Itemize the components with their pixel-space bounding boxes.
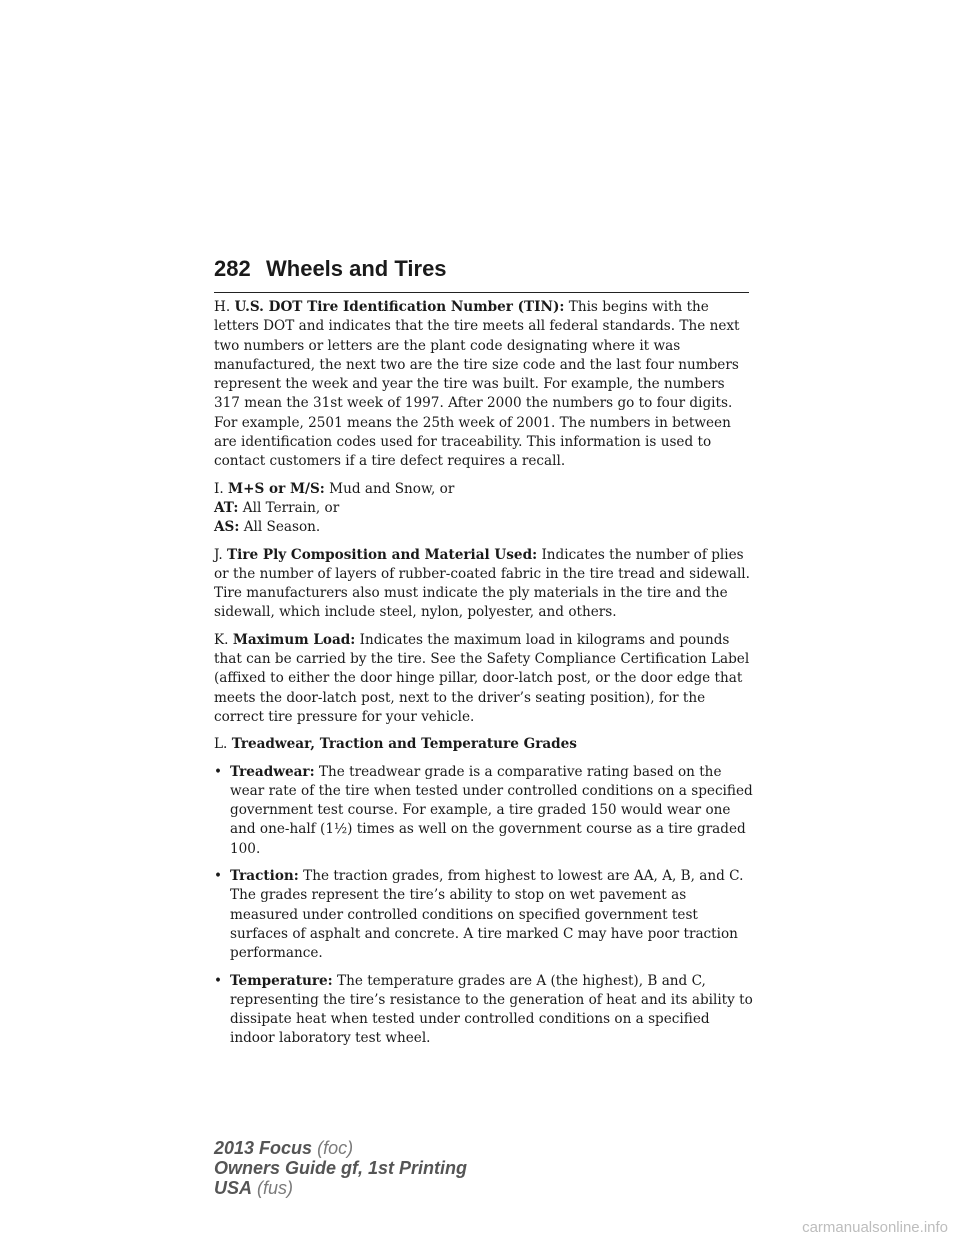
item-letter: H. bbox=[214, 299, 231, 315]
item-text: This begins with the letters DOT and indicates that the tire meets all federal standards. The next two numbers or letters are the plant code designating where it was manufactured, the next two are the tire size code and the last four numbers represent the week and year the tire was built. For example, the numbers 317 mean the 31st week of 1997. After 2000 the numbers go to four digits. For example, 2501 means the 25th week of 2001. The numbers in between are identification codes used for traceability. This information is used to contact customers if a tire defect requires a recall. bbox=[214, 299, 740, 470]
item-letter: K. bbox=[214, 631, 229, 648]
page-content bbox=[214, 298, 754, 1057]
footer-model-code: (foc) bbox=[317, 1138, 354, 1158]
bullet-temperature bbox=[214, 972, 754, 1049]
item-letter: J. bbox=[214, 546, 223, 563]
item-h bbox=[214, 298, 754, 472]
page-header bbox=[214, 252, 749, 293]
item-i bbox=[214, 480, 754, 499]
bullet-treadwear bbox=[214, 763, 754, 859]
item-text: Indicates the number of plies or the number of layers of rubber-coated fabric in the tire tread and sidewall. Tire manufacturers also must indicate the ply materials in the tire and the sidewall, which include steel, nylon, polyester, and others. bbox=[214, 546, 750, 621]
bullet-label: Traction: bbox=[230, 868, 299, 885]
item-text-at: All Terrain, or bbox=[242, 499, 340, 516]
item-label-as: AS: bbox=[214, 519, 240, 536]
item-k bbox=[214, 631, 754, 727]
footer-line-model bbox=[214, 1138, 467, 1158]
item-text-as: All Season. bbox=[243, 519, 321, 536]
page-footer bbox=[214, 1138, 467, 1198]
item-label: U.S. DOT Tire Identification Number (TIN): bbox=[234, 299, 565, 315]
bullet-marker: • bbox=[214, 972, 223, 989]
bullet-label: Temperature: bbox=[230, 972, 333, 989]
item-text: Indicates the maximum load in kilograms and pounds that can be carried by the tire. See the Safety Compliance Certification Label (affixed to either the door hinge pillar, door-latch post, or the door edge that meets the door-latch post, next to the driver’s seating position), for the correct tire pressure for your vehicle. bbox=[214, 631, 750, 725]
bullet-text: The traction grades, from highest to lowest are AA, A, B, and C. The grades represent the tire’s ability to stop on wet pavement as measured under controlled conditions on specified government test surfaces of asphalt and concrete. A tire marked C may have poor traction performance. bbox=[230, 868, 744, 962]
item-i-at bbox=[214, 499, 754, 518]
bullet-label: Treadwear: bbox=[230, 763, 315, 780]
bullet-marker: • bbox=[214, 763, 223, 780]
footer-line-market bbox=[214, 1178, 467, 1198]
bullet-marker: • bbox=[214, 868, 223, 885]
item-label: Maximum Load: bbox=[232, 631, 356, 648]
item-j bbox=[214, 546, 754, 623]
page-number: 282 bbox=[214, 256, 251, 281]
bullet-text: The treadwear grade is a comparative rating based on the wear rate of the tire when tested under controlled conditions on a specified government test course. For example, a tire graded 150 would wear one and one-half (1½) times as well on the government course as a tire graded 100. bbox=[230, 763, 753, 857]
item-i-as bbox=[214, 518, 754, 537]
item-label: Treadwear, Traction and Temperature Grades bbox=[231, 736, 577, 753]
footer-market-code: (fus) bbox=[257, 1178, 294, 1198]
item-label: Tire Ply Composition and Material Used: bbox=[227, 546, 538, 563]
footer-line-guide bbox=[214, 1158, 467, 1178]
footer-market: USA bbox=[214, 1178, 253, 1198]
footer-guide: Owners Guide gf, 1st Printing bbox=[214, 1158, 468, 1178]
watermark-text: carmanualsonline.info bbox=[802, 1219, 948, 1236]
item-letter: I. bbox=[214, 480, 224, 497]
section-title: Wheels and Tires bbox=[266, 256, 447, 281]
item-label-at: AT: bbox=[214, 499, 239, 516]
bullet-traction bbox=[214, 867, 754, 963]
item-label-ms: M+S or M/S: bbox=[228, 480, 325, 497]
item-letter: L. bbox=[214, 736, 228, 753]
item-l bbox=[214, 735, 754, 754]
bullet-text: The temperature grades are A (the highest), B and C, representing the tire’s resistance to the generation of heat and its ability to dissipate heat when tested under controlled conditions on a specified indoor laboratory test wheel. bbox=[230, 972, 753, 1047]
footer-model: 2013 Focus bbox=[214, 1138, 313, 1158]
item-text-ms: Mud and Snow, or bbox=[329, 480, 455, 497]
